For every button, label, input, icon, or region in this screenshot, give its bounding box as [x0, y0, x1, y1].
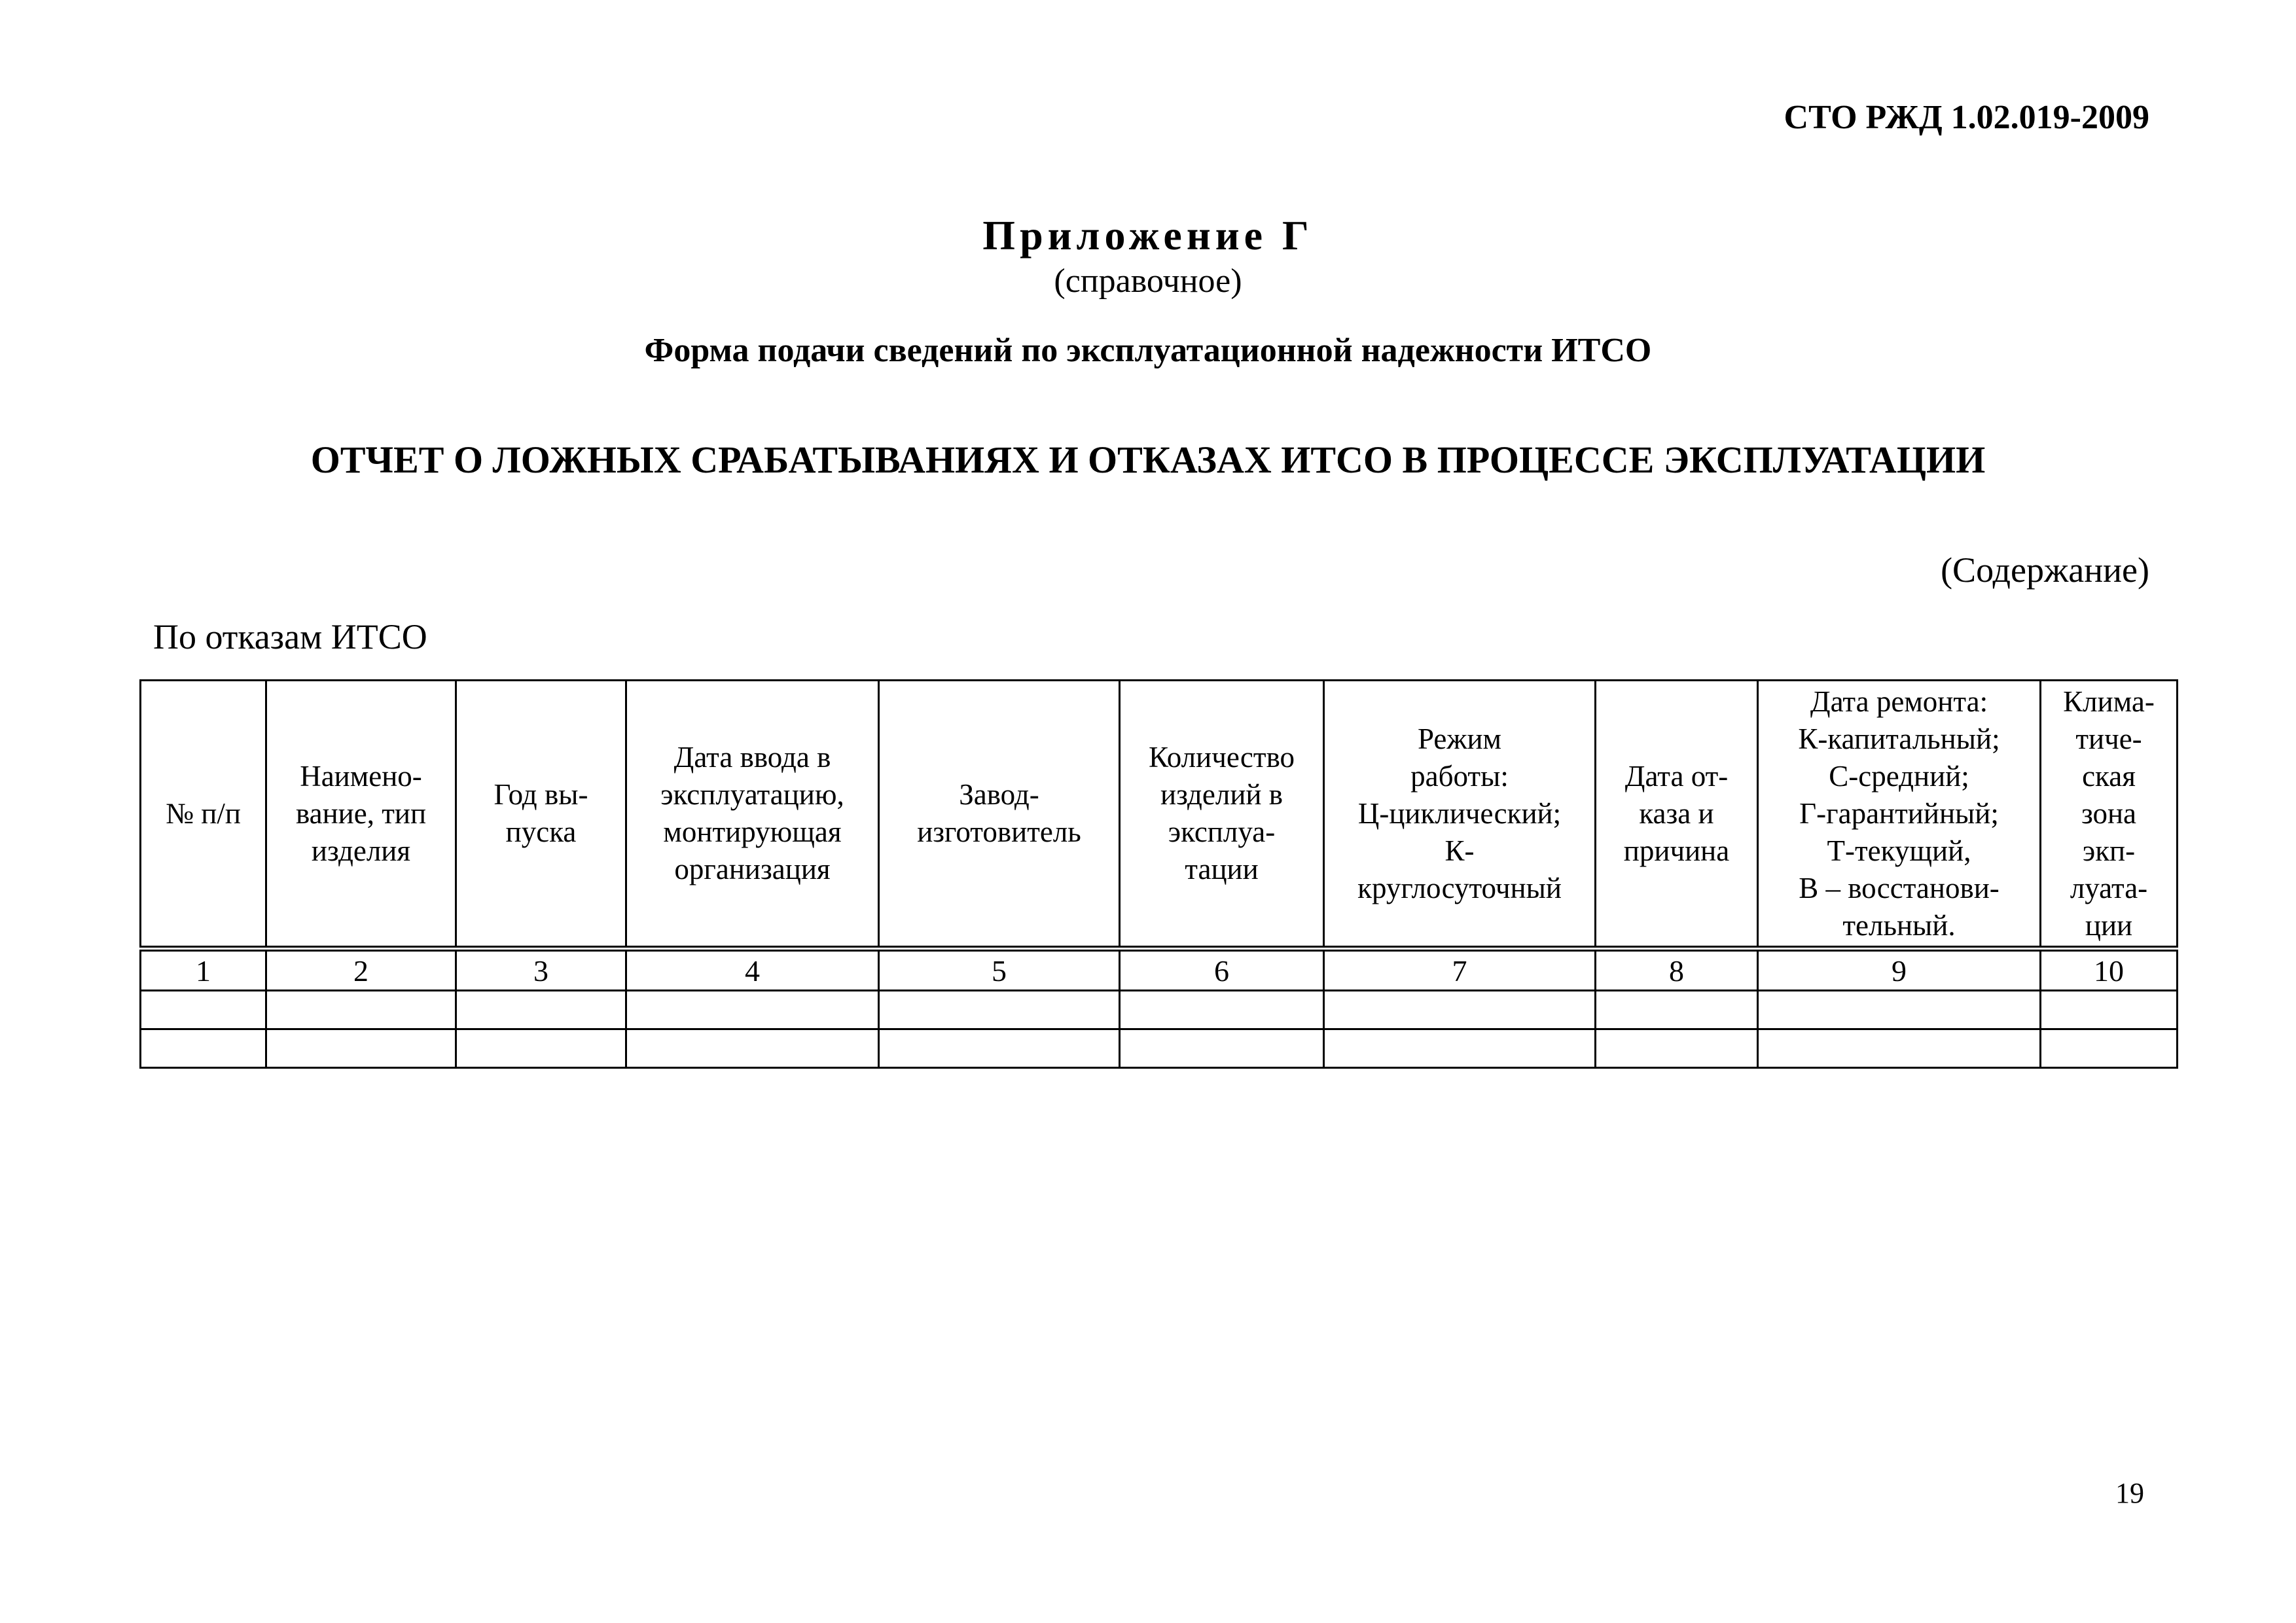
header-cell-quantity: Количество изделий в эксплуа- тации: [1120, 681, 1324, 949]
column-number-cell: 10: [2041, 949, 2178, 991]
header-cell-failure-date: Дата от- каза и причина: [1596, 681, 1758, 949]
form-title: Форма подачи сведений по эксплуатационной надежности ИТСО: [644, 332, 1652, 369]
table-cell: [1596, 991, 1758, 1029]
table-cell: [141, 991, 266, 1029]
header-cell-manufacturer: Завод- изготовитель: [879, 681, 1120, 949]
contents-note: (Содержание): [1941, 550, 2149, 590]
section-label: По отказам ИТСО: [153, 617, 427, 656]
table-cell: [1120, 1029, 1324, 1068]
header-cell-product-name: Наимено- вание, тип изделия: [266, 681, 456, 949]
table-cell: [1758, 991, 2041, 1029]
header-cell-climate-zone: Клима- тиче- ская зона экп- луата- ции: [2041, 681, 2178, 949]
column-number-cell: 7: [1324, 949, 1596, 991]
table-cell: [266, 1029, 456, 1068]
column-number-row: [141, 949, 2178, 991]
table-cell: [1324, 991, 1596, 1029]
table-cell: [141, 1029, 266, 1068]
table-cell: [2041, 1029, 2178, 1068]
table-row: [141, 1029, 2178, 1068]
table-cell: [1596, 1029, 1758, 1068]
table-cell: [879, 991, 1120, 1029]
column-number-cell: 5: [879, 949, 1120, 991]
failure-report-table: [139, 679, 2178, 1069]
table-cell: [456, 991, 626, 1029]
table-cell: [1324, 1029, 1596, 1068]
column-number-cell: 2: [266, 949, 456, 991]
column-number-cell: 4: [626, 949, 879, 991]
annex-type: (справочное): [1054, 262, 1242, 300]
annex-title: Приложение Г: [982, 212, 1314, 259]
table-cell: [2041, 991, 2178, 1029]
report-title: ОТЧЕТ О ЛОЖНЫХ СРАБАТЫВАНИЯХ И ОТКАЗАХ ИТСО В ПРОЦЕССЕ ЭКСПЛУАТАЦИИ: [310, 438, 1986, 481]
column-number-cell: 6: [1120, 949, 1324, 991]
table-cell: [626, 1029, 879, 1068]
table-cell: [1758, 1029, 2041, 1068]
header-cell-operating-mode: Режим работы: Ц-циклический; К- круглосуточный: [1324, 681, 1596, 949]
table-row: [141, 991, 2178, 1029]
table-cell: [1120, 991, 1324, 1029]
document-code: СТО РЖД 1.02.019-2009: [1784, 99, 2149, 136]
header-cell-commissioning-date: Дата ввода в эксплуатацию, монтирующая организация: [626, 681, 879, 949]
column-number-cell: 1: [141, 949, 266, 991]
header-cell-row-number: № п/п: [141, 681, 266, 949]
column-number-cell: 9: [1758, 949, 2041, 991]
page-number: 19: [2115, 1477, 2144, 1509]
column-number-cell: 3: [456, 949, 626, 991]
table-cell: [266, 991, 456, 1029]
column-number-cell: 8: [1596, 949, 1758, 991]
header-cell-release-year: Год вы- пуска: [456, 681, 626, 949]
table-cell: [626, 991, 879, 1029]
table-cell: [879, 1029, 1120, 1068]
table-cell: [456, 1029, 626, 1068]
header-cell-repair-date: Дата ремонта: К-капитальный; С-средний; Г-гарантийный; Т-текущий, В – восстанови- тельный.: [1758, 681, 2041, 949]
table-header-row: [141, 681, 2178, 949]
